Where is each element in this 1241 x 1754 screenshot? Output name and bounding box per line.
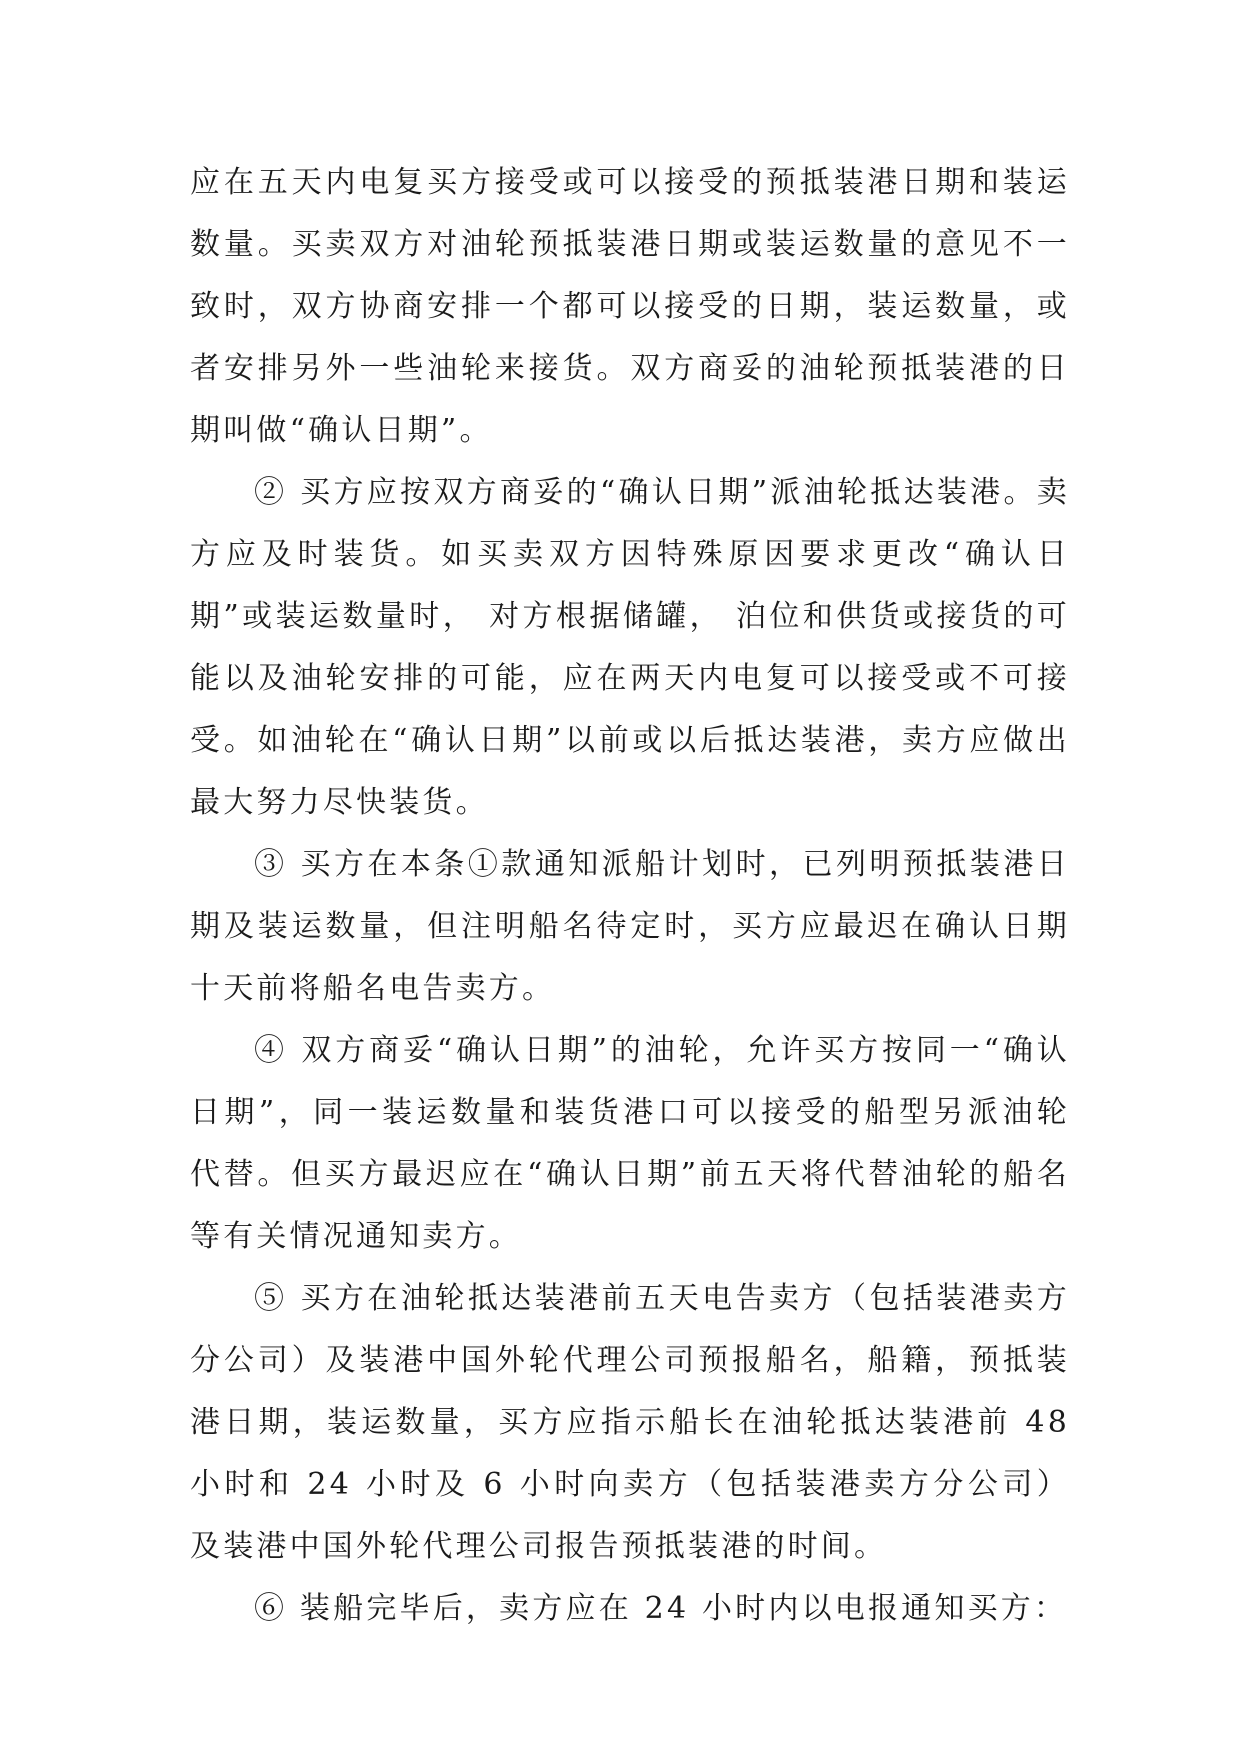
paragraph-item-2: ② 买方应按双方商妥的“确认日期”派油轮抵达装港。卖方应及时装货。如买卖双方因特殊原因要求更改“确认日期”或装运数量时， 对方根据储罐， 泊位和供货或接货的可能以及油轮安排的可能，应在两天内电复可以接受或不可接受。如油轮在“确认日期”以前或以后抵达装港，卖方应做出最大努力尽快装货。: [190, 475, 1070, 820]
paragraph-item-3: ③ 买方在本条①款通知派船计划时，已列明预抵装港日期及装运数量，但注明船名待定时，买方应最迟在确认日期十天前将船名电告卖方。: [190, 847, 1070, 1006]
paragraph-continuation: 应在五天内电复买方接受或可以接受的预抵装港日期和装运数量。买卖双方对油轮预抵装港日期或装运数量的意见不一致时，双方协商安排一个都可以接受的日期，装运数量，或者安排另外一些油轮来接货。双方商妥的油轮预抵装港的日期叫做“确认日期”。: [190, 165, 1070, 448]
paragraph-item-5: ⑤ 买方在油轮抵达装港前五天电告卖方（包括装港卖方分公司）及装港中国外轮代理公司预报船名，船籍，预抵装港日期，装运数量，买方应指示船长在油轮抵达装港前 48 小时和 24 小时及 6 小时向卖方（包括装港卖方分公司）及装港中国外轮代理公司报告预抵装港的时间。: [190, 1281, 1070, 1564]
paragraph-item-6: ⑥ 装船完毕后，卖方应在 24 小时内以电报通知买方：: [254, 1591, 1068, 1626]
document-body: [190, 152, 1070, 1640]
paragraph-item-4: ④ 双方商妥“确认日期”的油轮，允许买方按同一“确认日期”，同一装运数量和装货港口可以接受的船型另派油轮代替。但买方最迟应在“确认日期”前五天将代替油轮的船名等有关情况通知卖方。: [190, 1033, 1070, 1254]
